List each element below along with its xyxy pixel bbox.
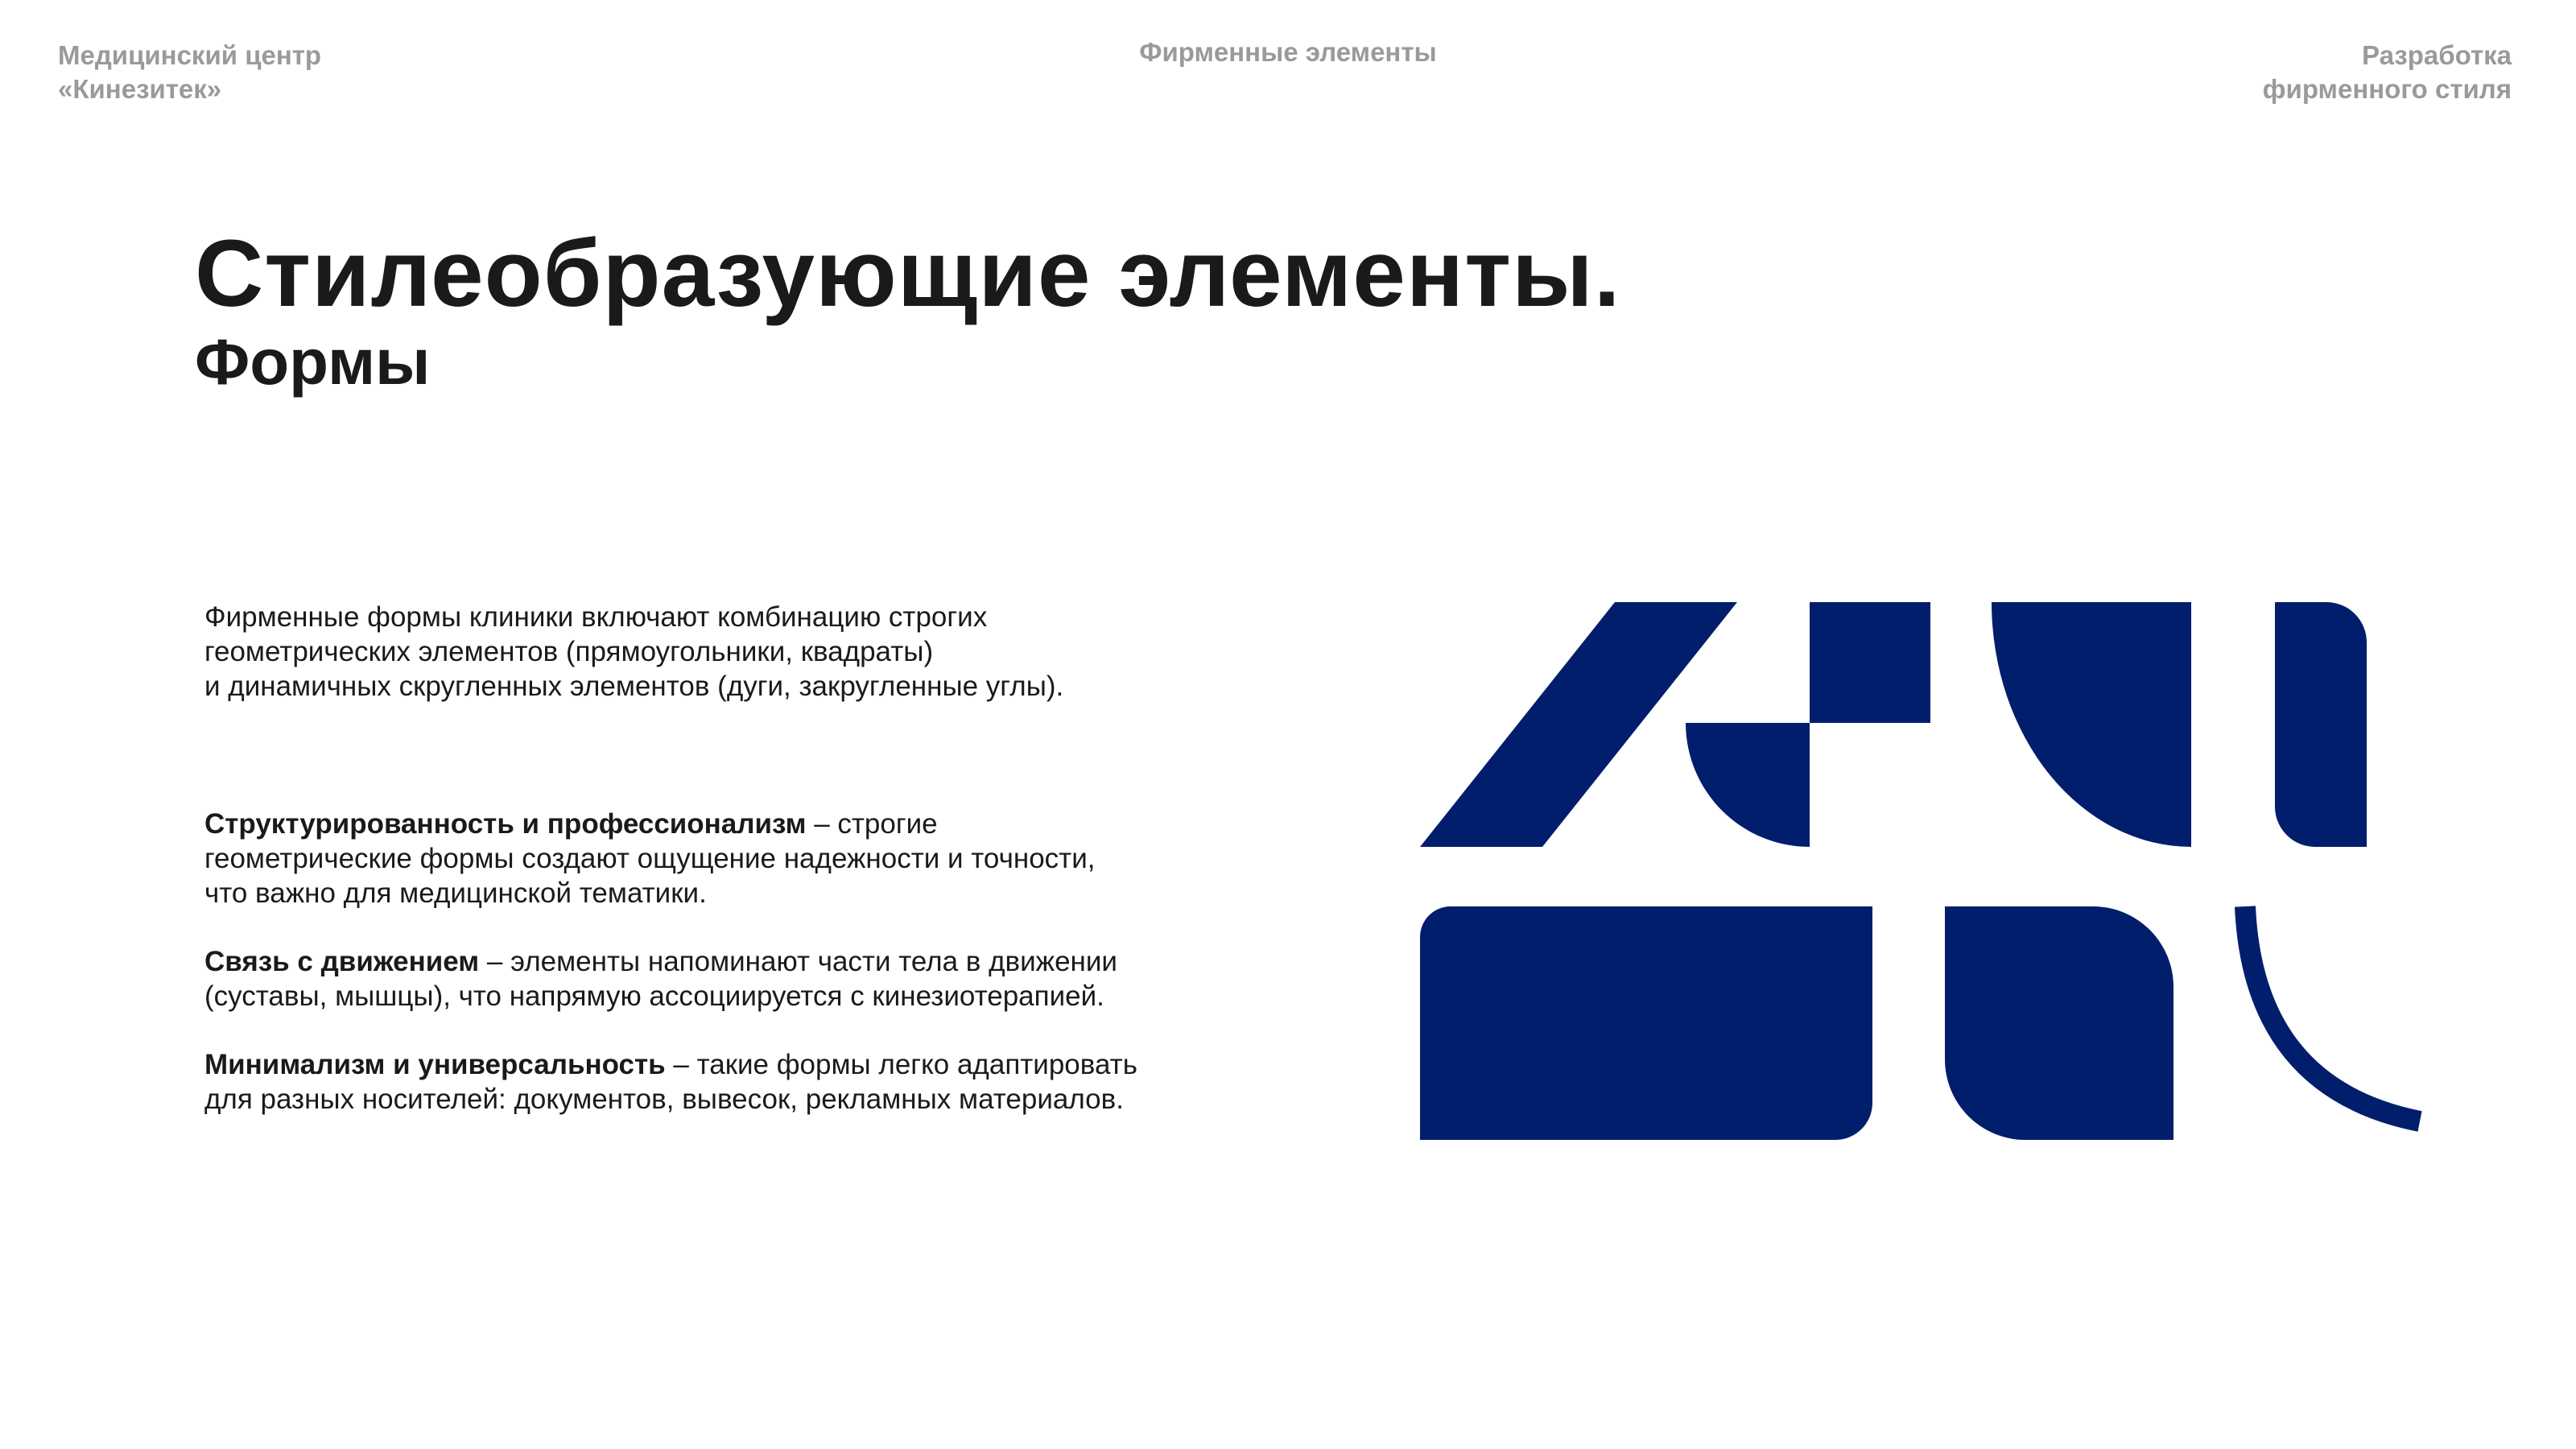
page-subtitle: Формы (195, 326, 431, 398)
key-point-text: – такие формы легко адаптировать (665, 1049, 1137, 1080)
large-quarter-circle-shape (1992, 602, 2191, 847)
key-point-text: для разных носителей: документов, вывесок, рекламных материалов. (204, 1084, 1124, 1115)
square-shape (1810, 602, 1930, 723)
key-point-text: геометрические формы создают ощущение надежности и точности, (204, 843, 1096, 874)
small-quarter-circle-shape (1686, 723, 1810, 847)
header-section-title: Фирменные элементы (1139, 37, 1437, 67)
key-point-heading: Структурированность и профессионализм (204, 808, 807, 840)
intro-line: Фирменные формы клиники включают комбинацию строгих (204, 601, 988, 633)
key-point-text: что важно для медицинской тематики. (204, 877, 707, 909)
key-point-heading: Минимализм и универсальность (204, 1049, 666, 1080)
header-company-line1: Медицинский центр (58, 40, 322, 70)
key-point-text: (суставы, мышцы), что напрямую ассоциируется с кинезиотерапией. (204, 980, 1104, 1012)
header-company-line2: «Кинезитек» (58, 74, 222, 104)
intro-line: и динамичных скругленных элементов (дуги, закругленные углы). (204, 671, 1064, 702)
key-point-text: – элементы напоминают части тела в движении (479, 946, 1117, 977)
key-point-heading: Связь с движением (204, 946, 480, 977)
header-project-line2: фирменного стиля (2262, 74, 2512, 104)
rounded-bar-shape (2275, 602, 2367, 847)
header-project-line1: Разработка (2362, 40, 2512, 70)
brand-shapes-group (1420, 602, 2367, 1140)
page-title: Стилеобразующие элементы. (195, 221, 1621, 327)
arc-line-shape (2245, 906, 2420, 1121)
rounded-square-shape (1945, 906, 2174, 1140)
wide-rounded-rectangle-shape (1420, 906, 1872, 1140)
key-point-text: – строгие (806, 808, 938, 840)
intro-line: геометрических элементов (прямоугольники, квадраты) (204, 636, 934, 667)
